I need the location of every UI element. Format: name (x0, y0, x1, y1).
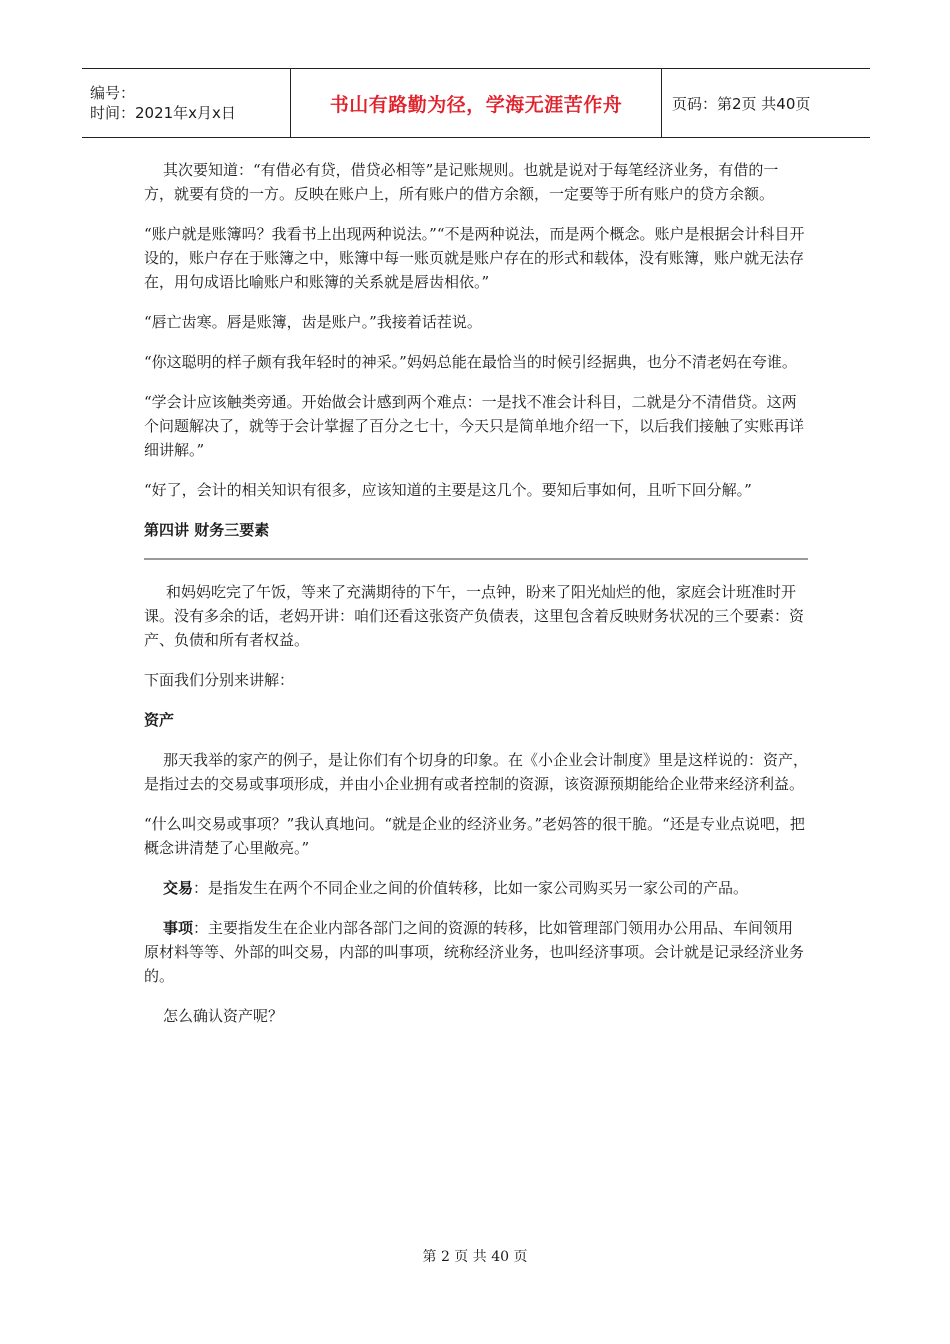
document-body (144, 158, 808, 1044)
paragraph: “你这聪明的样子颇有我年轻时的神采。”妈妈总能在最恰当的时候引经据典，也分不清老妈在夸谁。 (144, 353, 797, 371)
paragraph (144, 916, 808, 988)
paragraph: “账户就是账簿吗？我看书上出现两种说法。”“不是两种说法，而是两个概念。账户是根据会计科目开设的，账户存在于账簿之中，账簿中每一账页就是账户存在的形式和载体，没有账簿，账户就无法存在，用句成语比喻账户和账簿的关系就是唇齿相依。” (144, 225, 805, 291)
paragraph (144, 876, 808, 900)
page-footer: 第 2 页 共 40 页 (422, 1249, 528, 1265)
term-definition: ：主要指发生在企业内部各部门之间的资源的转移，比如管理部门领用办公用品、车间领用原材料等等、外部的叫交易，内部的叫事项，统称经济业务，也叫经济事项。会计就是记录经济业务的。 (144, 919, 805, 985)
paragraph: “学会计应该触类旁通。开始做会计感到两个难点：一是找不准会计科目，二就是分不清借贷。这两个问题解决了，就等于会计掌握了百分之七十，今天只是简单地介绍一下，以后我们接触了实账再详细讲解。” (144, 393, 805, 459)
section-divider (144, 558, 808, 560)
paragraph: 那天我举的家产的例子，是让你们有个切身的印象。在《小企业会计制度》里是这样说的：资产，是指过去的交易或事项形成，并由小企业拥有或者控制的资源，该资源预期能给企业带来经济利益。 (144, 751, 809, 793)
header-motto-cell (291, 69, 662, 137)
paragraph: 和妈妈吃完了午饭，等来了充满期待的下午，一点钟，盼来了阳光灿烂的他，家庭会计班准时开课。没有多余的话，老妈开讲：咱们还看这张资产负债表，这里包含着反映财务状况的三个要素：资产、负债和所有者权益。 (144, 583, 805, 649)
paragraph: “什么叫交易或事项？”我认真地问。“就是企业的经济业务。”老妈答的很干脆。“还是专业点说吧，把概念讲清楚了心里敞亮。” (144, 815, 805, 857)
document-number-label: 编号： (90, 84, 136, 102)
paragraph: 其次要知道：“有借必有贷，借贷必相等”是记账规则。也就是说对于每笔经济业务，有借的一方，就要有贷的一方。反映在账户上，所有账户的借方余额，一定要等于所有账户的贷方余额。 (144, 161, 779, 203)
page-header (82, 68, 870, 138)
section-heading: 第四讲 财务三要素 (144, 521, 270, 539)
paragraph: “好了，会计的相关知识有很多，应该知道的主要是这几个。要知后事如何，且听下回分解。” (144, 481, 752, 499)
header-meta (82, 69, 291, 137)
term-label: 事项 (163, 919, 194, 937)
term-definition: ：是指发生在两个不同企业之间的价值转移，比如一家公司购买另一家公司的产品。 (193, 879, 749, 897)
header-page-info: 页码：第2页 共40页 (672, 94, 811, 113)
paragraph: “唇亡齿寒。唇是账簿，齿是账户。”我接着话茬说。 (144, 313, 482, 331)
subsection-heading: 资产 (144, 711, 175, 729)
paragraph: 下面我们分别来讲解： (144, 671, 295, 689)
document-date: 时间：2021年x月x日 (90, 104, 236, 122)
header-motto: 书山有路勤为径，学海无涯苦作舟 (329, 93, 623, 116)
term-label: 交易 (163, 879, 194, 897)
paragraph: 怎么确认资产呢？ (163, 1007, 284, 1025)
